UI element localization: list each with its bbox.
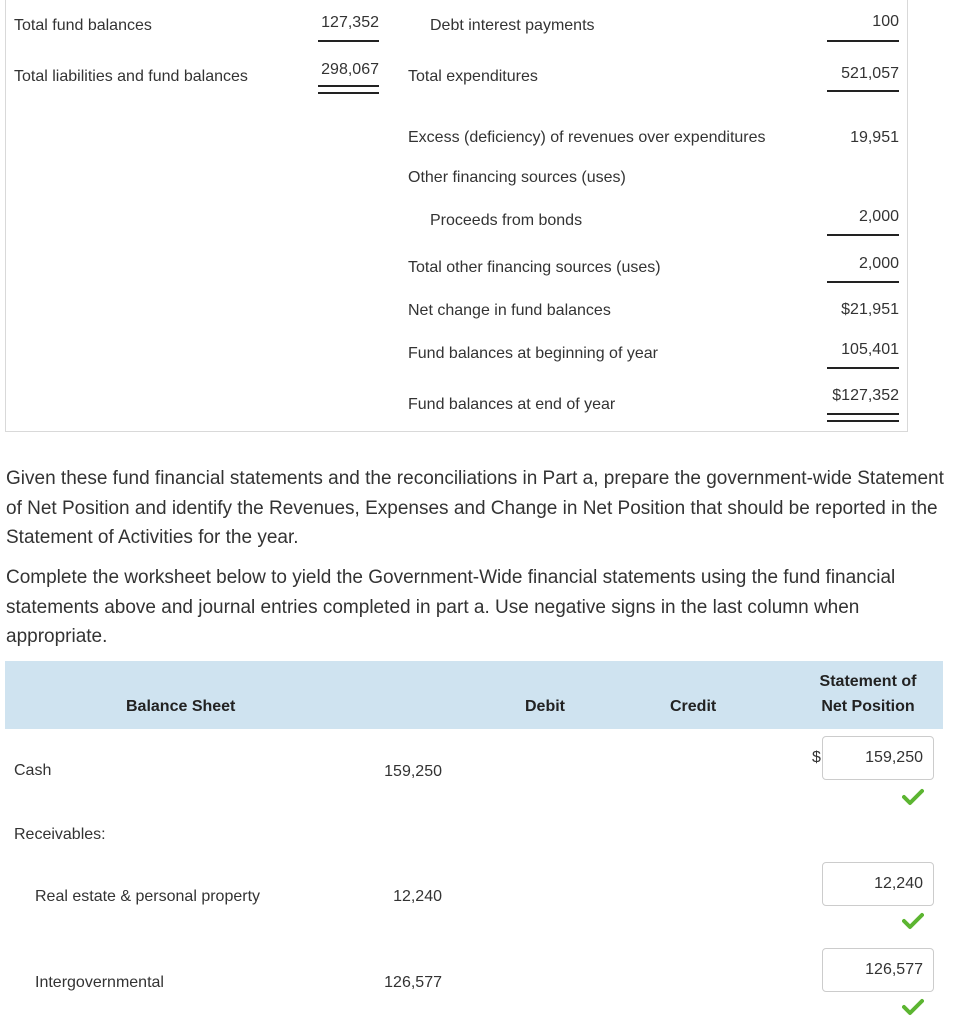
total-other-financing-label: Total other financing sources (uses) xyxy=(408,259,661,276)
total-expenditures-label: Total expenditures xyxy=(408,68,538,85)
total-fund-balances-label: Total fund balances xyxy=(14,17,152,34)
fund-balances-end-value: $127,352 xyxy=(832,387,899,404)
net-change-fund-balances-value: $21,951 xyxy=(841,301,899,318)
net-change-fund-balances-label: Net change in fund balances xyxy=(408,302,611,319)
proceeds-from-bonds-value: 2,000 xyxy=(858,208,899,225)
real-estate-net-position-input[interactable]: 12,240 xyxy=(822,862,934,906)
cash-net-position-input[interactable]: 159,250 xyxy=(822,736,934,780)
underline xyxy=(318,40,379,42)
excess-revenues-label: Excess (deficiency) of revenues over expenditures xyxy=(408,129,766,146)
worksheet-header xyxy=(5,661,943,729)
underline xyxy=(827,234,899,236)
net-position-header-line1: Statement of xyxy=(819,673,917,690)
double-underline-bottom xyxy=(827,420,899,422)
total-liabilities-fund-balances-value: 298,067 xyxy=(321,61,379,78)
cash-label: Cash xyxy=(14,762,52,779)
currency-symbol: $ xyxy=(812,749,821,766)
credit-header: Credit xyxy=(670,698,717,715)
fund-balances-beginning-value: 105,401 xyxy=(841,341,899,358)
debt-interest-payments-value: 100 xyxy=(872,13,899,30)
total-liabilities-fund-balances-label: Total liabilities and fund balances xyxy=(14,68,248,85)
underline xyxy=(827,281,899,283)
double-underline-bottom xyxy=(318,92,379,94)
underline xyxy=(827,90,899,92)
net-position-header-line2: Net Position xyxy=(821,698,915,715)
total-expenditures-value: 521,057 xyxy=(841,65,899,82)
underline xyxy=(827,367,899,369)
cash-amount: 159,250 xyxy=(384,763,442,780)
double-underline-top xyxy=(318,85,379,87)
excess-revenues-value: 19,951 xyxy=(850,129,899,146)
proceeds-from-bonds-label: Proceeds from bonds xyxy=(430,212,583,229)
instructions-paragraph-1: Given these fund financial statements and the reconciliations in Part a, prepare the government-wide Statement of Net Position and identify the Revenues, Expenses and Change in Net Position that should be reported in the Statement of Activities for the year. xyxy=(6,468,944,548)
double-underline-top xyxy=(827,413,899,415)
total-fund-balances-value: 127,352 xyxy=(321,14,379,31)
balance-sheet-header: Balance Sheet xyxy=(126,698,236,715)
receivables-label: Receivables: xyxy=(14,826,106,843)
intergovernmental-net-position-input[interactable]: 126,577 xyxy=(822,948,934,992)
debit-header: Debit xyxy=(525,698,565,715)
check-icon xyxy=(902,912,924,930)
intergovernmental-label: Intergovernmental xyxy=(35,974,164,991)
instructions-paragraph-2: Complete the worksheet below to yield the Government-Wide financial statements using the fund financial statements above and journal entries completed in part a. Use negative signs in the last column when appropriate. xyxy=(6,567,896,647)
total-other-financing-value: 2,000 xyxy=(858,255,899,272)
intergovernmental-amount: 126,577 xyxy=(384,974,442,991)
real-estate-property-label: Real estate & personal property xyxy=(35,888,261,905)
fund-balances-end-label: Fund balances at end of year xyxy=(408,396,616,413)
other-financing-sources-label: Other financing sources (uses) xyxy=(408,169,626,186)
debt-interest-payments-label: Debt interest payments xyxy=(430,17,595,34)
underline xyxy=(827,40,899,42)
fund-balances-beginning-label: Fund balances at beginning of year xyxy=(408,345,658,362)
real-estate-property-amount: 12,240 xyxy=(393,888,442,905)
check-icon xyxy=(902,788,924,806)
check-icon xyxy=(902,998,924,1016)
